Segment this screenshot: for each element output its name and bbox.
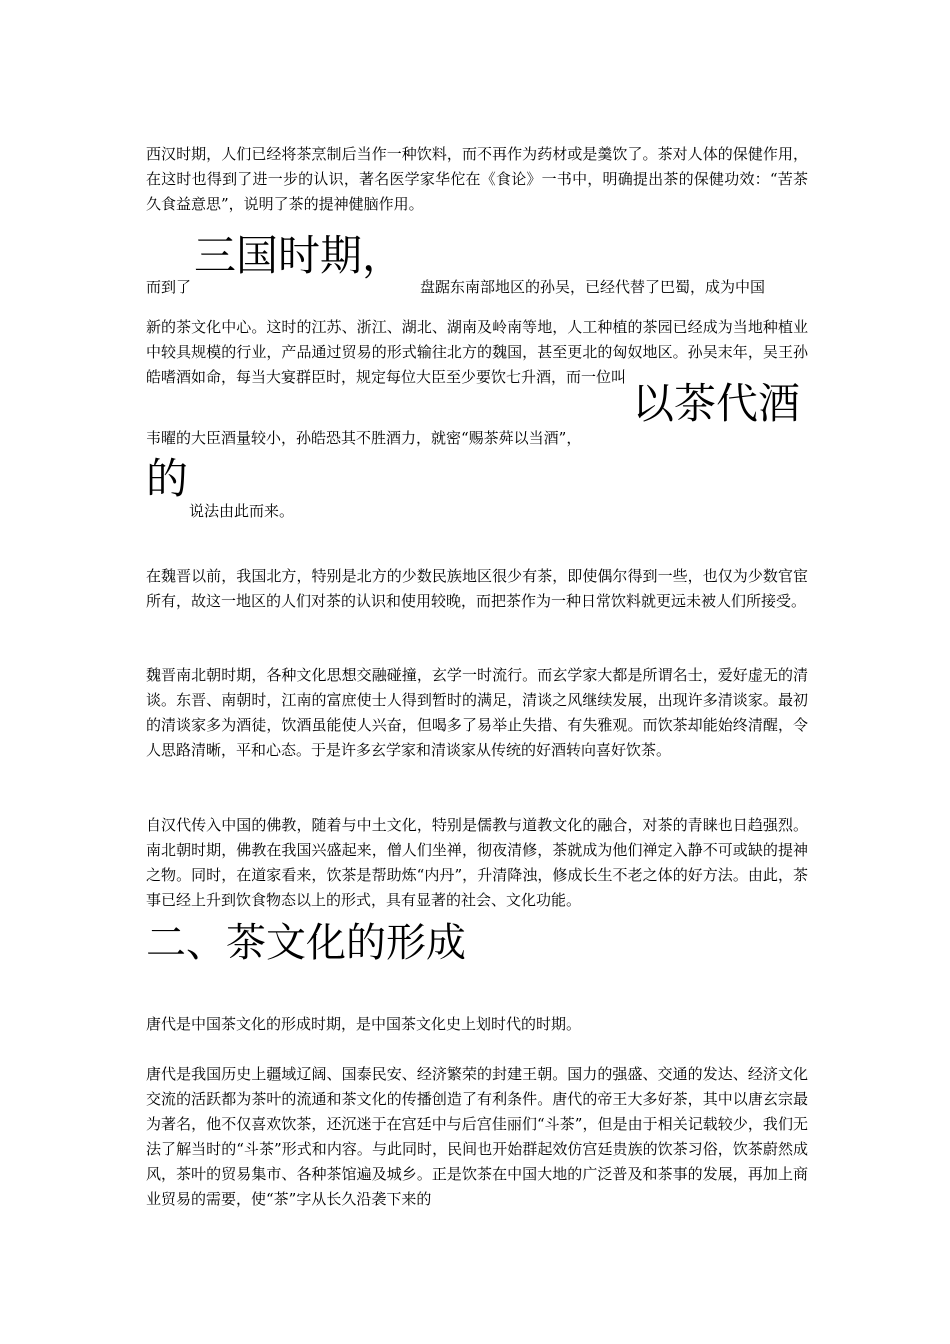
emphasis-three-kingdoms: 三国时期， — [194, 231, 405, 280]
paragraph-tang-intro: 唐代是中国茶文化的形成时期，是中国茶文化史上划时代的时期。 — [146, 1015, 582, 1033]
paragraph-buddhism: 自汉代传入中国的佛教，随着与中土文化，特别是儒教与道教文化的融合，对茶的青睐也日趋强烈。南北朝时期，佛教在我国兴盛起来，僧人们坐禅，彻夜清修，茶就成为他们禅定入静不可或缺的提神之物。同时，在道家看来，饮茶是帮助炼“内丹”，升清降浊，修成长生不老之体的好方法。由此，茶事已经上升到饮食物态以上的形式，具有显著的社会、文化功能。 — [146, 816, 808, 909]
paragraph-three-kingdoms-prefix: 而到了 — [146, 278, 192, 296]
paragraph-three-kingdoms-suffix: 盘踞东南部地区的孙吴，已经代替了巴蜀，成为中国 — [420, 278, 766, 296]
emphasis-tea-for-wine: 以茶代酒 — [632, 379, 801, 428]
paragraph-origin-of-saying: 说法由此而来。 — [189, 502, 295, 520]
paragraph-wei-yao: 韦曜的大臣酒量较小，孙皓恐其不胜酒力，就密“赐茶荈以当酒”， — [146, 429, 582, 447]
emphasis-de: 的 — [146, 454, 189, 503]
paragraph-sun-wu: 新的茶文化中心。这时的江苏、浙江、湖北、湖南及岭南等地，人工种植的茶园已经成为当地种植业中较具规模的行业，产品通过贸易的形式输往北方的魏国，甚至更北的匈奴地区。孙吴末年，吴王孙皓嗜酒如命，每当大宴群臣时，规定每位大臣至少要饮七升酒，而一位叫 — [146, 318, 808, 386]
section-heading-formation: 二、茶文化的形成 — [146, 920, 466, 966]
paragraph-western-han: 西汉时期，人们已经将茶烹制后当作一种饮料，而不再作为药材或是羹饮了。茶对人体的保健作用，在这时也得到了进一步的认识，著名医学家华佗在《食论》一书中，明确提出茶的保健功效：“苦茶久食益意思”，说明了茶的提神健脑作用。 — [146, 145, 808, 213]
paragraph-wei-jin-before: 在魏晋以前，我国北方，特别是北方的少数民族地区很少有茶，即使偶尔得到一些，也仅为少数官宦所有，故这一地区的人们对茶的认识和使用较晚，而把茶作为一种日常饮料就更远未被人们所接受。 — [146, 567, 808, 610]
paragraph-wei-jin-nanbei: 魏晋南北朝时期，各种文化思想交融碰撞，玄学一时流行。而玄学家大都是所谓名士，爱好虚无的清谈。东晋、南朝时，江南的富庶使士人得到暂时的满足，清谈之风继续发展，出现许多清谈家。最初的清谈家多为酒徒，饮酒虽能使人兴奋，但喝多了易举止失措、有失雅观。而饮茶却能始终清醒，令人思路清晰，平和心态。于是许多玄学家和清谈家从传统的好酒转向喜好饮茶。 — [146, 666, 808, 759]
paragraph-tang-dynasty: 唐代是我国历史上疆域辽阔、国泰民安、经济繁荣的封建王朝。国力的强盛、交通的发达、经济文化交流的活跃都为茶叶的流通和茶文化的传播创造了有利条件。唐代的帝王大多好茶，其中以唐玄宗最为著名，他不仅喜欢饮茶，还沉迷于在宫廷中与后宫佳丽们“斗茶”，但是由于相关记载较少，我们无法了解当时的“斗茶”形式和内容。与此同时，民间也开始群起效仿宫廷贵族的饮茶习俗，饮茶蔚然成风，茶叶的贸易集市、各种茶馆遍及城乡。正是饮茶在中国大地的广泛普及和茶事的发展，再加上商业贸易的需要，使“茶”字从长久沿袭下来的 — [146, 1065, 808, 1208]
